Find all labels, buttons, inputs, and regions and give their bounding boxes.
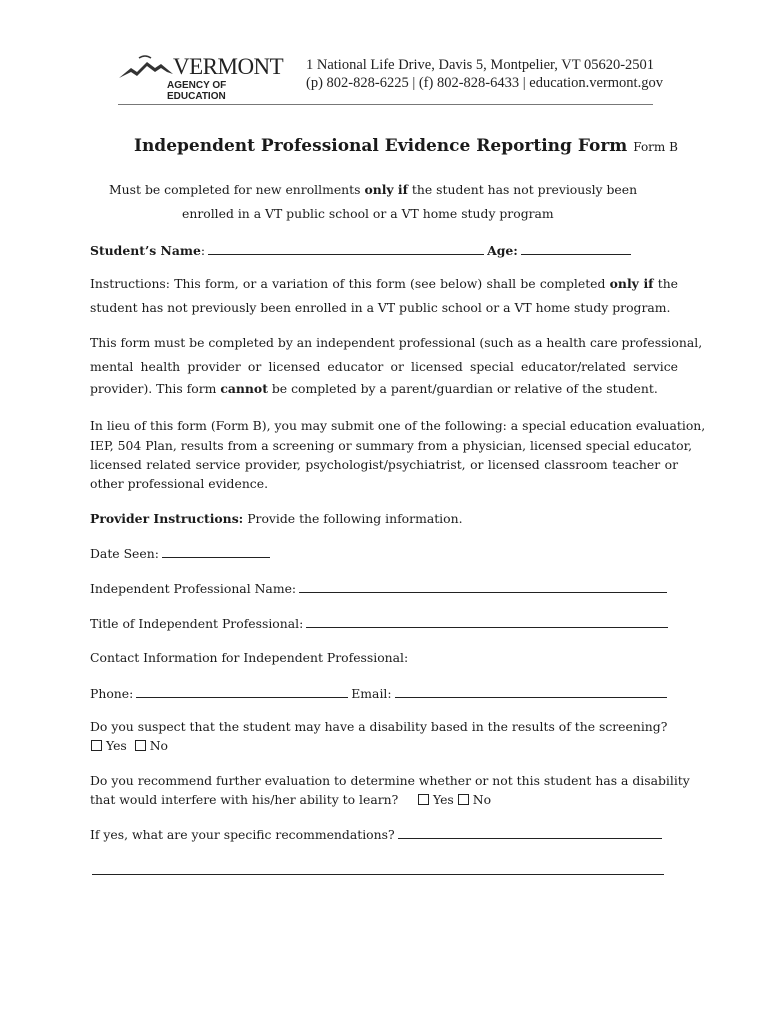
- q3-row: [90, 826, 665, 842]
- logo-agency: AGENCY OF EDUCATION: [167, 80, 227, 102]
- date-seen-label: Date Seen:: [90, 546, 159, 561]
- q2-no-label: No: [472, 792, 492, 807]
- mountain-bird-icon: [117, 52, 177, 82]
- email-label: Email:: [351, 686, 392, 701]
- instructions-text: Instructions: This form, or a variation of this form (see below) shall be completed: [90, 276, 610, 291]
- para3-line-2: IEP, 504 Plan, results from a screening or summary from a physician, licensed special educator,: [90, 438, 693, 453]
- age-field[interactable]: [521, 242, 631, 255]
- intro-line-1: [109, 182, 637, 197]
- intro-text: the student has not previously been: [407, 182, 638, 197]
- para2-bold: cannot: [220, 381, 268, 396]
- form-label: Form B: [633, 140, 678, 154]
- age-label: Age:: [487, 243, 518, 258]
- title-text: Independent Professional Evidence Reporting Form: [134, 136, 628, 156]
- para2-line-1: This form must be completed by an independent professional (such as a health care professional,: [90, 335, 703, 350]
- q2-line-1: Do you recommend further evaluation to determine whether or not this student has a disability: [90, 773, 690, 788]
- q3-label: If yes, what are your specific recommendations?: [90, 827, 395, 842]
- q2-text: that would interfere with his/her ability to learn?: [90, 792, 399, 807]
- para2-line-3: [90, 381, 658, 396]
- phone-email-row: [90, 685, 670, 701]
- phone-field[interactable]: [136, 685, 348, 698]
- provider-heading: Provider Instructions:: [90, 511, 244, 526]
- q1-no-label: No: [149, 738, 168, 753]
- provider-instructions: [90, 511, 463, 526]
- colon: :: [200, 243, 206, 258]
- q2-yes-checkbox[interactable]: [418, 794, 429, 805]
- vermont-logo: [117, 52, 284, 102]
- page-title: [134, 136, 678, 156]
- email-field[interactable]: [395, 685, 667, 698]
- para2-text: be completed by a parent/guardian or relative of the student.: [267, 381, 658, 396]
- q2-no-checkbox[interactable]: [458, 794, 469, 805]
- para2-line-2: mental health provider or licensed educator or licensed special educator/related service: [90, 359, 678, 374]
- prof-name-label: Independent Professional Name:: [90, 581, 297, 596]
- header-divider: [118, 104, 653, 105]
- recommendations-field[interactable]: [398, 826, 662, 839]
- q1-text: Do you suspect that the student may have a disability based in the results of the screening?: [90, 719, 668, 734]
- intro-line-2: enrolled in a VT public school or a VT home study program: [182, 206, 554, 221]
- instructions-text: the: [653, 276, 679, 291]
- logo-name: VERMONT: [173, 54, 284, 79]
- instructions-bold: only if: [609, 276, 654, 291]
- q2-line-2: [90, 792, 491, 807]
- instructions-line-1: [90, 276, 678, 291]
- q2-yes-label: Yes: [433, 792, 454, 807]
- intro-bold: only if: [364, 182, 408, 197]
- q1-yes-label: Yes: [106, 738, 127, 753]
- recommendations-field-line-2[interactable]: [92, 874, 664, 875]
- date-seen-field[interactable]: [162, 545, 270, 558]
- student-row: [90, 242, 634, 258]
- q1-yes-checkbox[interactable]: [91, 740, 102, 751]
- phone-label: Phone:: [90, 686, 134, 701]
- address-line-1: 1 National Life Drive, Davis 5, Montpelier, VT 05620-2501: [306, 57, 655, 73]
- prof-name-row: [90, 580, 670, 596]
- q1-options: [91, 738, 168, 753]
- para3-line-3: licensed related service provider, psychologist/psychiatrist, or licensed classroom teacher or: [90, 457, 678, 472]
- para2-text: provider). This form: [90, 381, 221, 396]
- para3-line-1: In lieu of this form (Form B), you may submit one of the following: a special education evaluation,: [90, 418, 706, 433]
- prof-name-field[interactable]: [299, 580, 667, 593]
- student-name-label: Student’s Name: [90, 243, 201, 258]
- date-seen-row: [90, 545, 273, 561]
- prof-title-field[interactable]: [306, 615, 668, 628]
- prof-title-row: [90, 615, 671, 631]
- prof-title-label: Title of Independent Professional:: [90, 616, 304, 631]
- contact-label: Contact Information for Independent Professional:: [90, 650, 409, 665]
- student-name-field[interactable]: [208, 242, 484, 255]
- q1-no-checkbox[interactable]: [135, 740, 146, 751]
- address-line-2: (p) 802-828-6225 | (f) 802-828-6433 | education.vermont.gov: [306, 75, 663, 91]
- provider-text: Provide the following information.: [243, 511, 463, 526]
- instructions-line-2: student has not previously been enrolled in a VT public school or a VT home study program.: [90, 300, 671, 315]
- para3-line-4: other professional evidence.: [90, 476, 269, 491]
- intro-text: Must be completed for new enrollments: [109, 182, 365, 197]
